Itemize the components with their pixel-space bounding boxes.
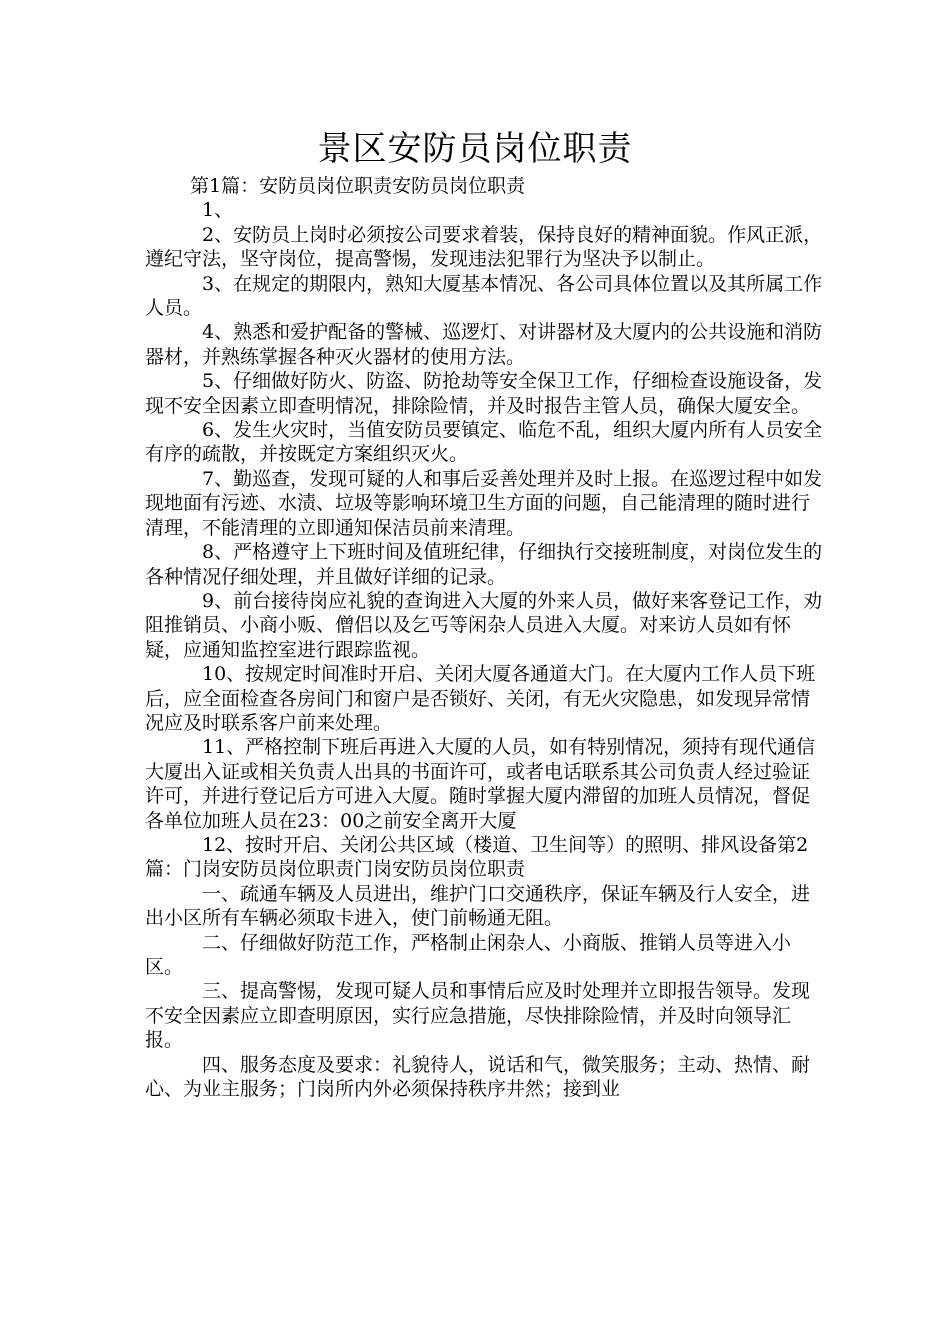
paragraph: 三、提高警惕，发现可疑人员和事情后应及时处理并立即报告领导。发现不安全因素应立即查明原因，实行应急措施，尽快排除险情，并及时向领导汇报。	[145, 980, 811, 1052]
paragraph: 4、熟悉和爱护配备的警械、巡逻灯、对讲器材及大厦内的公共设施和消防器材，并熟练掌握各种灭火器材的使用方法。	[145, 321, 823, 368]
paragraph: 四、服务态度及要求：礼貌待人，说话和气，微笑服务；主动、热情、耐心、为业主服务；门岗所内外必须保持秩序井然；接到业	[145, 1053, 811, 1101]
paragraph: 7、勤巡查，发现可疑的人和事后妥善处理并及时上报。在巡逻过程中如发现地面有污迹、水渍、垃圾等影响环境卫生方面的问题，自己能清理的随时进行清理，不能清理的立即通知保洁员前来清理。	[145, 467, 823, 539]
paragraph: 10、按规定时间准时开启、关闭大厦各通道大门。在大厦内工作人员下班后，应全面检查各房间门和窗户是否锁好、关闭，有无火灾隐患，如发现异常情况应及时联系客户前来处理。	[145, 663, 816, 734]
paragraph: 二、仔细做好防范工作，严格制止闲杂人、小商版、推销人员等进入小区。	[145, 931, 792, 978]
document-title: 景区安防员岗位职责	[317, 129, 633, 169]
paragraph: 2、安防员上岗时必须按公司要求着装，保持良好的精神面貌。作风正派，遵纪守法，坚守岗位，提高警惕，发现违法犯罪行为坚决予以制止。	[145, 223, 823, 271]
paragraph: 3、在规定的期限内，熟知大厦基本情况、各公司具体位置以及其所属工作人员。	[145, 272, 823, 320]
paragraph: 9、前台接待岗应礼貌的查询进入大厦的外来人员，做好来客登记工作，劝阻推销员、小商小贩、僧侣以及乞丐等闲杂人员进入大厦。对来访人员如有怀疑，应通知监控室进行跟踪监视。	[145, 589, 823, 661]
section-heading: 第1篇：安防员岗位职责安防员岗位职责	[190, 175, 526, 197]
paragraph: 8、严格遵守上下班时间及值班纪律，仔细执行交接班制度，对岗位发生的各种情况仔细处理，并且做好详细的记录。	[145, 541, 823, 588]
document-body	[145, 174, 825, 1101]
paragraph: 1、	[202, 199, 234, 222]
paragraph: 一、疏通车辆及人员进出，维护门口交通秩序，保证车辆及行人安全，进出小区所有车辆必须取卡进入，使门前畅通无阻。	[145, 882, 811, 930]
paragraph: 6、发生火灾时，当值安防员要镇定、临危不乱，组织大厦内所有人员安全有序的疏散，并按既定方案组织灭火。	[145, 419, 823, 466]
paragraph: 5、仔细做好防火、防盗、防抢劫等安全保卫工作，仔细检查设施设备，发现不安全因素立即查明情况，排除险情，并及时报告主管人员，确保大厦安全。	[145, 370, 823, 417]
paragraph: 11、严格控制下班后再进入大厦的人员，如有特别情况，须持有现代通信大厦出入证或相关负责人出具的书面许可，或者电话联系其公司负责人经过验证许可，并进行登记后方可进入大厦。随时掌握大厦内滞留的加班人员情况，督促各单位加班人员在23：00之前安全离开大厦	[145, 736, 816, 832]
paragraph: 12、按时开启、关闭公共区域（楼道、卫生间等）的照明、排风设备第2篇：门岗安防员岗位职责门岗安防员岗位职责	[145, 833, 809, 881]
